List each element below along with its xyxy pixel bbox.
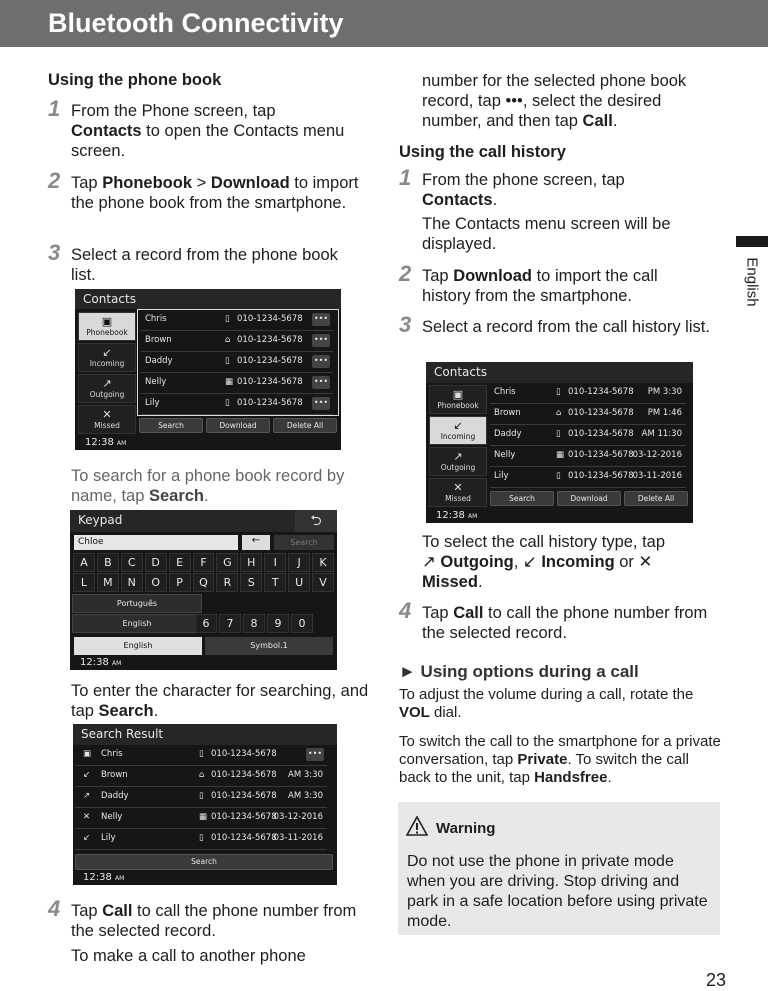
tab-phonebook[interactable]: ▣ Phonebook: [78, 312, 136, 341]
language-option[interactable]: Português: [72, 594, 202, 613]
table-row[interactable]: ↗ Daddy ▯ 010-1234-5678 AM 3:30: [75, 787, 327, 808]
incoming-call-icon: ↙: [83, 833, 91, 843]
table-row[interactable]: Brown ⌂ 010-1234-5678 PM 1:46: [490, 404, 686, 425]
screen-title: Keypad: [70, 510, 337, 532]
step-number: 2: [399, 261, 412, 286]
step-text: From the phone screen, tap Contacts.: [422, 171, 625, 209]
warning-box: [398, 802, 720, 935]
step-number: 3: [48, 240, 61, 265]
mobile-icon: ▯: [199, 749, 204, 759]
page-number: 23: [705, 970, 726, 990]
search-result-screenshot: [73, 724, 337, 885]
contacts-screenshot: [75, 289, 341, 450]
keypad-screenshot: [70, 510, 337, 670]
step-text: Select a record from the call history list.: [422, 318, 710, 336]
volume-text: To adjust the volume during a call, rotate the VOL dial.: [399, 686, 694, 721]
another-call-text: To make a call to another phone: [71, 947, 306, 965]
search-note: To search for a phone book record by name, tap Search.: [71, 467, 345, 505]
table-row[interactable]: ↙ Lily ▯ 010-1234-5678 03-11-2016: [75, 829, 327, 850]
key[interactable]: N: [121, 573, 143, 592]
table-row[interactable]: Brown ⌂ 010-1234-5678 •••: [141, 331, 333, 352]
search-button[interactable]: Search: [139, 418, 203, 433]
delete-all-button[interactable]: Delete All: [273, 418, 337, 433]
tab-column: [429, 385, 487, 509]
step-text: From the Phone screen, tap Contacts to open the Contacts menu screen.: [71, 102, 345, 160]
key[interactable]: E: [169, 553, 191, 572]
table-row[interactable]: Daddy ▯ 010-1234-5678 AM 11:30: [490, 425, 686, 446]
table-row[interactable]: Lily ▯ 010-1234-5678 03-11-2016: [490, 467, 686, 488]
key[interactable]: T: [264, 573, 286, 592]
options-heading: ► Using options during a call: [399, 662, 639, 681]
table-row[interactable]: ↙ Brown ⌂ 010-1234-5678 AM 3:30: [75, 766, 327, 787]
warning-icon: [406, 816, 428, 836]
key-row: [72, 553, 335, 572]
step-text: Select a record from the phone book list.: [71, 246, 338, 284]
side-tab-marker: [736, 236, 768, 247]
incoming-call-icon: ↙: [522, 553, 537, 571]
clock: 12:38 AM: [85, 437, 127, 448]
delete-all-button[interactable]: Delete All: [624, 491, 688, 506]
step-number: 2: [48, 168, 61, 193]
tab-incoming[interactable]: ↙ Incoming: [429, 416, 487, 445]
key[interactable]: 9: [267, 614, 289, 633]
symbol-button[interactable]: Symbol.1: [205, 637, 333, 655]
missed-call-icon: ✕: [638, 553, 653, 571]
key[interactable]: L: [73, 573, 95, 592]
key[interactable]: U: [288, 573, 310, 592]
download-button[interactable]: Download: [206, 418, 270, 433]
more-button[interactable]: •••: [312, 334, 330, 347]
key[interactable]: P: [169, 573, 191, 592]
outgoing-call-icon: ↗: [83, 791, 91, 801]
table-row[interactable]: ✕ Nelly ▦ 010-1234-5678 03-12-2016: [75, 808, 327, 829]
header-bar: [0, 0, 768, 47]
key[interactable]: J: [288, 553, 310, 572]
key[interactable]: 8: [243, 614, 265, 633]
key[interactable]: I: [264, 553, 286, 572]
incoming-call-icon: ↙: [102, 346, 112, 359]
more-button[interactable]: •••: [312, 397, 330, 410]
step-number: 1: [399, 165, 412, 190]
key[interactable]: 6: [195, 614, 217, 633]
key[interactable]: C: [121, 553, 143, 572]
key[interactable]: F: [193, 553, 215, 572]
back-icon[interactable]: ⮌: [295, 510, 337, 532]
step-text: Tap Call to call the phone number from the selected record.: [71, 902, 357, 940]
page-title: Bluetooth Connectivity: [48, 8, 344, 38]
mobile-icon: ▯: [199, 833, 204, 843]
phonebook-icon: ▣: [101, 315, 113, 328]
call-history-screenshot: [426, 362, 693, 523]
office-icon: ▦: [199, 812, 208, 822]
search-button[interactable]: Search: [75, 854, 333, 870]
missed-call-icon: ✕: [102, 408, 112, 421]
continued-text: number for the selected phone book record, tap •••, select the desired number, and then tap Call.: [422, 72, 687, 130]
outgoing-call-icon: ↗: [453, 450, 463, 463]
step-text: Tap Phonebook > Download to import the phone book from the smartphone.: [71, 174, 359, 212]
incoming-call-icon: ↙: [453, 419, 463, 432]
more-icon: •••: [505, 92, 523, 110]
language-button[interactable]: English: [74, 637, 202, 655]
section-heading: Using the phone book: [48, 71, 222, 89]
table-row[interactable]: Nelly ▦ 010-1234-5678 •••: [141, 373, 333, 394]
missed-call-icon: ✕: [453, 481, 463, 494]
step-note: The Contacts menu screen will be displayed.: [422, 215, 671, 253]
mobile-icon: ▯: [225, 314, 230, 324]
home-icon: ⌂: [199, 770, 205, 780]
step-text: Tap Download to import the call history from the smartphone.: [422, 267, 658, 305]
mobile-icon: ▯: [556, 471, 561, 481]
office-icon: ▦: [556, 450, 565, 460]
table-row[interactable]: Daddy ▯ 010-1234-5678 •••: [141, 352, 333, 373]
search-input[interactable]: Chloe: [74, 535, 238, 550]
home-icon: ⌂: [225, 335, 231, 345]
screen-title: Contacts: [426, 362, 693, 383]
more-button[interactable]: •••: [312, 355, 330, 368]
tab-missed[interactable]: ✕ Missed: [429, 478, 487, 507]
key[interactable]: A: [73, 553, 95, 572]
key[interactable]: 0: [291, 614, 313, 633]
side-tab-label: English: [743, 257, 761, 307]
table-row[interactable]: Chris ▯ 010-1234-5678 PM 3:30: [490, 383, 686, 404]
enter-note: To enter the character for searching, and tap Search.: [71, 682, 369, 720]
key-row: [194, 614, 314, 633]
key[interactable]: S: [240, 573, 262, 592]
key[interactable]: R: [216, 573, 238, 592]
step-number: 4: [399, 598, 412, 623]
type-note: To select the call history type, tap ↗ Outgoing, ↙ Incoming or ✕ Missed.: [422, 533, 666, 591]
table-row[interactable]: Chris ▯ 010-1234-5678 •••: [141, 310, 333, 331]
table-row[interactable]: Lily ▯ 010-1234-5678 •••: [141, 394, 333, 415]
step-number: 3: [399, 312, 412, 337]
missed-call-icon: ✕: [83, 812, 91, 822]
key[interactable]: H: [240, 553, 262, 572]
tab-outgoing[interactable]: ↗ Outgoing: [78, 374, 136, 403]
step-number: 1: [48, 96, 61, 121]
outgoing-call-icon: ↗: [422, 553, 436, 571]
home-icon: ⌂: [556, 408, 562, 418]
mobile-icon: ▯: [225, 398, 230, 408]
mobile-icon: ▯: [556, 429, 561, 439]
more-button[interactable]: •••: [306, 748, 324, 761]
mobile-icon: ▯: [225, 356, 230, 366]
tab-phonebook[interactable]: ▣ Phonebook: [429, 385, 487, 414]
warning-title: Warning: [436, 820, 496, 837]
table-row[interactable]: ▣ Chris ▯ 010-1234-5678 •••: [75, 745, 327, 766]
table-row[interactable]: Nelly ▦ 010-1234-5678 03-12-2016: [490, 446, 686, 467]
mobile-icon: ▯: [556, 387, 561, 397]
key[interactable]: 7: [219, 614, 241, 633]
key[interactable]: G: [216, 553, 238, 572]
screen-title: Contacts: [75, 289, 341, 309]
warning-text: Do not use the phone in private mode when you are driving. Stop driving and park in a safe location before using private mode.: [407, 853, 708, 930]
tab-missed[interactable]: ✕ Missed: [78, 405, 136, 434]
keypad-search-button[interactable]: Search: [274, 535, 334, 550]
private-text: To switch the call to the smartphone for a private conversation, tap Private. To switch the call back to the unit, tap Handsfree.: [399, 733, 721, 786]
mobile-icon: ▯: [199, 791, 204, 801]
backspace-icon[interactable]: ←: [242, 535, 270, 550]
phonebook-icon: ▣: [452, 388, 464, 401]
step-number: 4: [48, 896, 61, 921]
key[interactable]: V: [312, 573, 334, 592]
phonebook-icon: ▣: [83, 749, 92, 759]
key[interactable]: Q: [193, 573, 215, 592]
tab-incoming[interactable]: ↙ Incoming: [78, 343, 136, 372]
clock: 12:38 AM: [80, 657, 122, 668]
office-icon: ▦: [225, 377, 234, 387]
language-option[interactable]: English: [72, 614, 202, 633]
clock: 12:38 AM: [83, 872, 125, 883]
more-button[interactable]: •••: [312, 376, 330, 389]
key[interactable]: D: [145, 553, 167, 572]
section-heading: Using the call history: [399, 143, 566, 161]
step-text: Tap Call to call the phone number from the selected record.: [422, 604, 708, 642]
more-button[interactable]: •••: [312, 313, 330, 326]
key[interactable]: K: [312, 553, 334, 572]
outgoing-call-icon: ↗: [102, 377, 112, 390]
incoming-call-icon: ↙: [83, 770, 91, 780]
search-button[interactable]: Search: [490, 491, 554, 506]
key[interactable]: M: [97, 573, 119, 592]
key[interactable]: B: [97, 553, 119, 572]
tab-outgoing[interactable]: ↗ Outgoing: [429, 447, 487, 476]
screen-title: Search Result: [73, 724, 337, 745]
clock: 12:38 AM: [436, 510, 478, 521]
download-button[interactable]: Download: [557, 491, 621, 506]
tab-column: [78, 312, 136, 436]
key-row: [72, 573, 335, 592]
key[interactable]: O: [145, 573, 167, 592]
